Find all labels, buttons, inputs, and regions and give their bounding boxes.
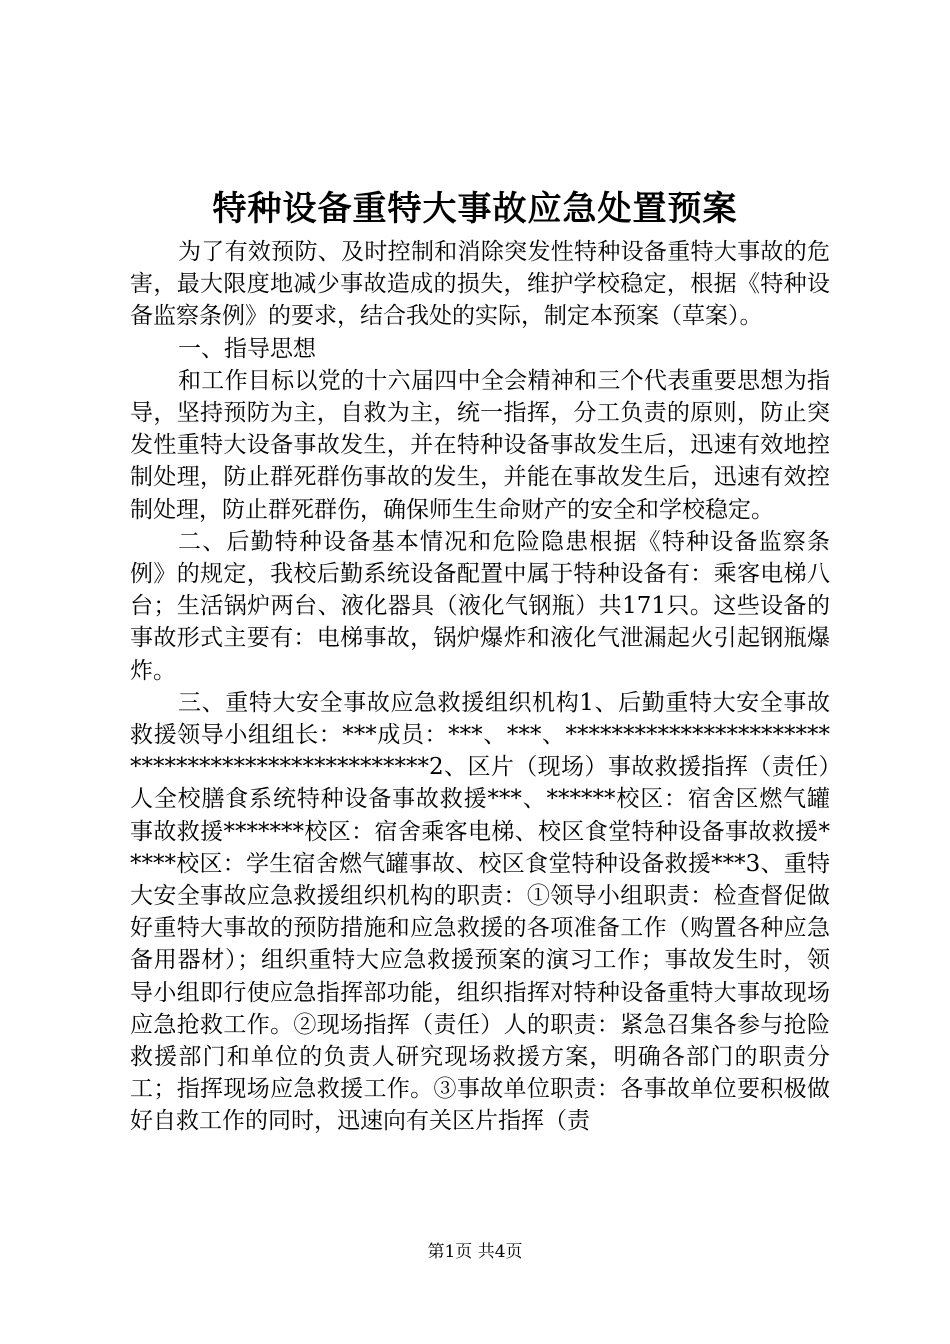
- paragraph-guiding-ideology: 和工作目标以党的十六届四中全会精神和三个代表重要思想为指导，坚持预防为主，自救为主，统一指挥，分工负责的原则，防止突发性重特大设备事故发生，并在特种设备事故发生后，迅速有效地控制处理，防止群死群伤事故的发生，并能在事故发生后，迅速有效控制处理，防止群死群伤，确保师生生命财产的安全和学校稳定。: [130, 367, 830, 523]
- section-heading-guiding-ideology: 一、指导思想: [178, 335, 316, 362]
- paragraph-equipment-status: 二、后勤特种设备基本情况和危险隐患根据《特种设备监察条例》的规定，我校后勤系统设备配置中属于特种设备有：乘客电梯八台；生活锅炉两台、液化器具（液化气钢瓶）共171只。这些设备的事故形式主要有：电梯事故，锅炉爆炸和液化气泄漏起火引起钢瓶爆炸。: [130, 528, 830, 684]
- document-title: 特种设备重特大事故应急处置预案: [212, 189, 738, 229]
- paragraph-intro: 为了有效预防、及时控制和消除突发性特种设备重特大事故的危害，最大限度地减少事故造成的损失，维护学校稳定，根据《特种设备监察条例》的要求，结合我处的实际，制定本预案（草案）。: [130, 239, 830, 330]
- paragraph-organization: 三、重特大安全事故应急救援组织机构1、后勤重特大安全事故救援领导小组组长：***成员：***、***、*************************************************2、区片（现场）事故救援指挥（责任）人全校膳食系统特种设备事故救援***、******校区：宿舍区燃气罐事故救援*******校区：宿舍乘客电梯、校区食堂特种设备事故救援*****校区：学生宿舍燃气罐事故、校区食堂特种设备救援***3、重特大安全事故应急救援组织机构的职责：①领导小组职责：检查督促做好重特大事故的预防措施和应急救援的各项准备工作（购置各种应急备用器材）；组织重特大应急救援预案的演习工作；事故发生时，领导小组即行使应急指挥部功能，组织指挥对特种设备重特大事故现场应急抢救工作。②现场指挥（责任）人的职责：紧急召集各参与抢险救援部门和单位的负责人研究现场救援方案，明确各部门的职责分工；指挥现场应急救援工作。③事故单位职责：各事故单位要积极做好自救工作的同时，迅速向有关区片指挥（责: [130, 689, 830, 1135]
- page-footer: 第1页 共4页: [427, 1242, 523, 1262]
- document-body: [130, 236, 830, 1138]
